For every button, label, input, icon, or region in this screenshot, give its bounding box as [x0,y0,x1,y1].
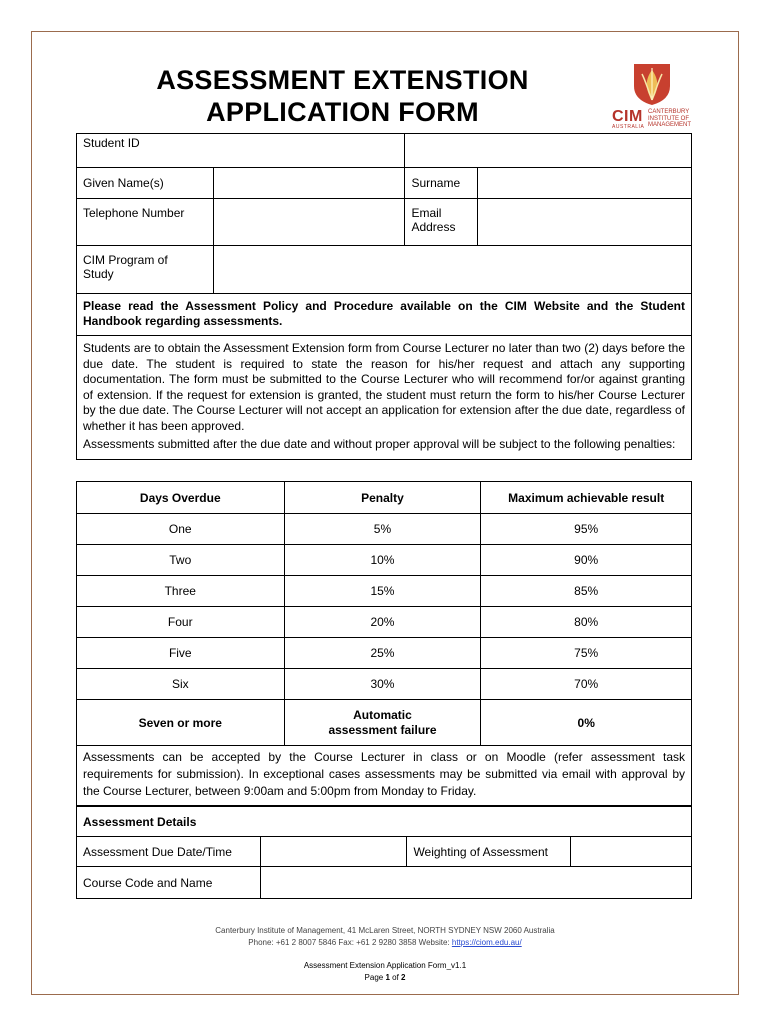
student-info-table [76,133,692,460]
logo-name-line-2: INSTITUTE OF [648,115,689,122]
logo-name-line-3: MANAGEMENT [648,122,692,128]
cim-logo [612,62,696,132]
days-cell: Four [77,607,285,638]
days-cell: One [77,514,285,545]
penalty-cell: Automatic assessment failure [284,700,481,746]
days-cell: Seven or more [77,700,285,746]
page-label: Page [364,973,386,982]
table-row [77,545,692,576]
table-row [77,638,692,669]
form-version: Assessment Extension Application Form_v1.1 [303,961,467,970]
penalty-cell: 15% [284,576,481,607]
result-cell: 85% [481,576,692,607]
page-title [100,64,585,128]
program-label-line-1: CIM Program of [83,253,168,267]
student-id-label: Student ID [77,134,405,168]
due-date-label: Assessment Due Date/Time [77,837,261,867]
table-row [77,514,692,545]
days-cell: Six [77,669,285,700]
penalty-cell: 20% [284,607,481,638]
student-id-input[interactable] [405,134,692,168]
program-label-line-2: Study [83,267,114,281]
table-row [77,607,692,638]
weighting-label: Weighting of Assessment [407,837,571,867]
submission-info [76,743,692,806]
course-input[interactable] [260,867,691,899]
page-of: of [389,973,402,982]
result-cell: 0% [481,700,692,746]
result-cell: 95% [481,514,692,545]
page-total: 2 [401,973,406,982]
penalty-cell: 10% [284,545,481,576]
course-label: Course Code and Name [77,867,261,899]
email-input[interactable] [478,199,692,246]
result-cell: 70% [481,669,692,700]
footer-address: Canterbury Institute of Management, 41 McLaren Street, NORTH SYDNEY NSW 2060 Australia [215,926,555,935]
footer-contact [0,937,770,949]
page-number [0,972,770,984]
assessment-details-heading: Assessment Details [77,807,692,837]
program-label [77,246,214,294]
footer-form-info [0,960,770,984]
logo-name [648,109,691,129]
logo-country: AUSTRALIA [612,124,645,130]
penalty-table [76,481,692,746]
program-input[interactable] [213,246,691,294]
title-line-1: ASSESSMENT EXTENSTION [156,65,529,95]
title-line-2: APPLICATION FORM [206,97,479,127]
policy-notice: Please read the Assessment Policy and Procedure available on the CIM Website and the Student Handbook regarding assessments. [77,294,692,336]
header-penalty: Penalty [284,482,481,514]
penalty-cell: 30% [284,669,481,700]
penalty-cell: 5% [284,514,481,545]
shield-crest-icon [632,62,672,106]
email-label-line-2: Address [411,220,456,234]
result-cell: 90% [481,545,692,576]
telephone-label: Telephone Number [77,199,214,246]
email-label [405,199,478,246]
result-cell: 80% [481,607,692,638]
instructions-paragraph: Students are to obtain the Assessment Extension form from Course Lecturer no later than two (2) days before the due date. The student is required to state the reason for his/her request and attach any supporting documentation. The form must be submitted to the Course Lecturer who will recommend for/or against granting of extension. If the request for extension is granted, the student must return the form to his/her Course Lecturer by the due date. The Course Lecturer will not accept an application for extension after the due date, regardless of whether it has been approved. [83,341,685,433]
header-maximum-result: Maximum achievable result [481,482,692,514]
email-label-line-1: Email [411,206,442,220]
given-names-input[interactable] [213,168,405,199]
penalty-cell: 25% [284,638,481,669]
surname-label: Surname [405,168,478,199]
table-row [77,700,692,746]
submission-paragraph: Assessments can be accepted by the Course Lecturer in class or on Moodle (refer assessment task requirements for submission). In exceptional cases assessments may be submitted via email with approval by the Course Lecturer, between 9:00am and 5:00pm from Monday to Friday. [83,750,685,798]
extension-instructions [77,336,692,460]
website-link[interactable]: https://ciom.edu.au/ [451,938,522,947]
weighting-input[interactable] [571,837,692,867]
footer-address-block [0,925,770,949]
days-cell: Five [77,638,285,669]
given-names-label: Given Name(s) [77,168,214,199]
days-cell: Three [77,576,285,607]
footer-contact-text: Phone: +61 2 8007 5846 Fax: +61 2 9280 3858 Website: [248,938,452,947]
page-current: 1 [385,973,390,982]
telephone-input[interactable] [213,199,405,246]
penalties-intro: Assessments submitted after the due date and without proper approval will be subject to the following penalties: [83,437,676,451]
result-cell: 75% [481,638,692,669]
table-row [77,576,692,607]
assessment-details-table [76,806,692,899]
logo-abbreviation: CIM [612,108,643,125]
logo-name-line-1: CANTERBURY [648,109,690,115]
due-date-input[interactable] [260,837,407,867]
header-days-overdue: Days Overdue [77,482,285,514]
table-row [77,669,692,700]
days-cell: Two [77,545,285,576]
surname-input[interactable] [478,168,692,199]
